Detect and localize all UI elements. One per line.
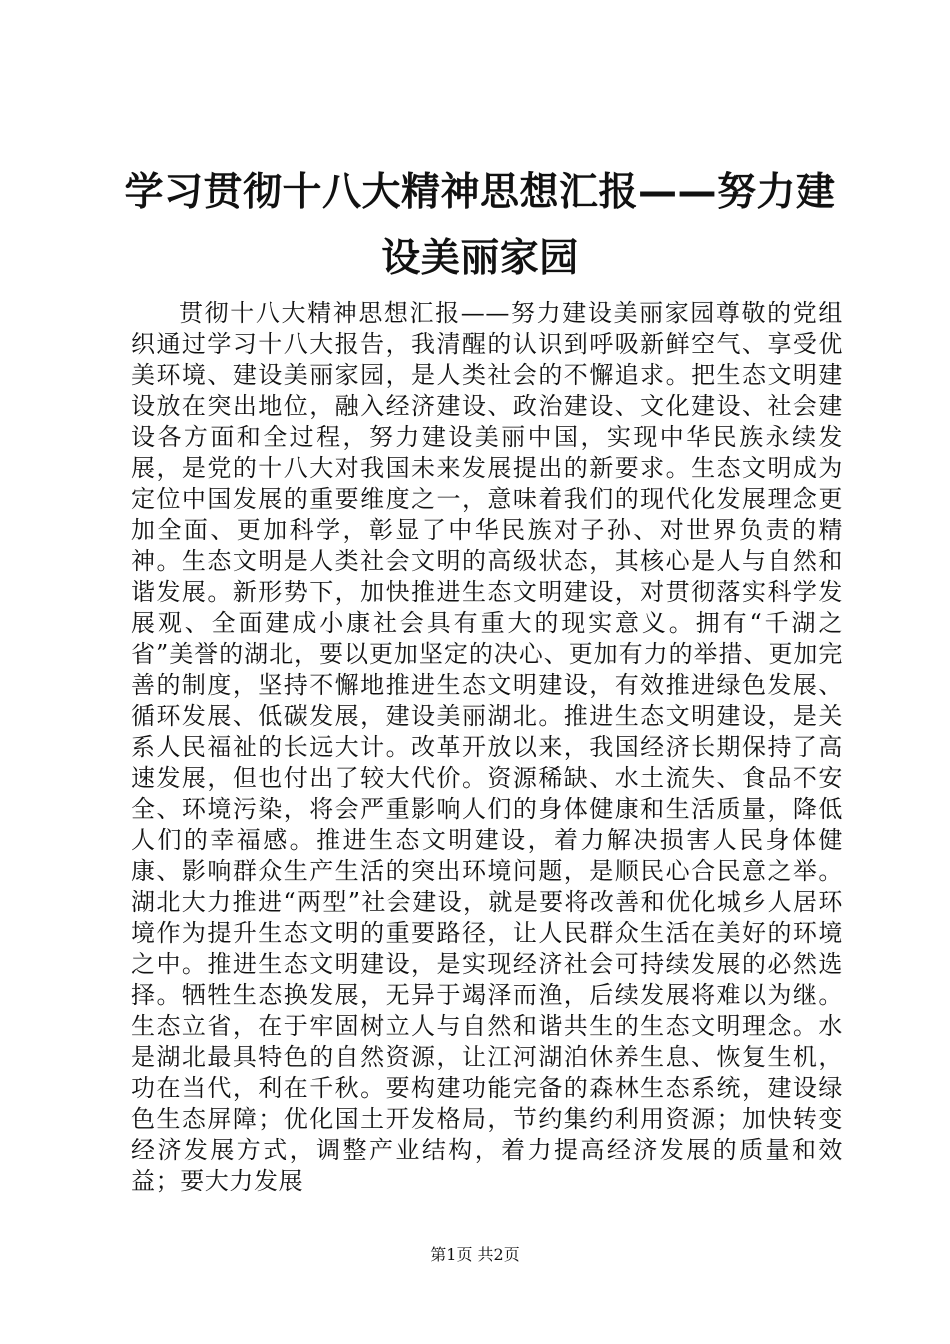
body-paragraph: 贯彻十八大精神思想汇报——努力建设美丽家园尊敬的党组织通过学习十八大报告，我清醒的认识到呼吸新鲜空气、享受优美环境、建设美丽家园，是人类社会的不懈追求。把生态文明建设放在突出地位，融入经济建设、政治建设、文化建设、社会建设各方面和全过程，努力建设美丽中国，实现中华民族永续发展，是党的十八大对我国未来发展提出的新要求。生态文明成为定位中国发展的重要维度之一，意味着我们的现代化发展理念更加全面、更加科学，彰显了中华民族对子孙、对世界负责的精神。生态文明是人类社会文明的高级状态，其核心是人与自然和谐发展。新形势下，加快推进生态文明建设，对贯彻落实科学发展观、全面建成小康社会具有重大的现实意义。拥有“千湖之省”美誉的湖北，要以更加坚定的决心、更加有力的举措、更加完善的制度，坚持不懈地推进生态文明建设，有效推进绿色发展、循环发展、低碳发展，建设美丽湖北。推进生态文明建设，是关系人民福祉的长远大计。改革开放以来，我国经济长期保持了高速发展，但也付出了较大代价。资源稀缺、水土流失、食品不安全、环境污染，将会严重影响人们的身体健康和生活质量，降低人们的幸福感。推进生态文明建设，着力解决损害人民身体健康、影响群众生产生活的突出环境问题，是顺民心合民意之举。湖北大力推进“两型”社会建设，就是要将改善和优化城乡人居环境作为提升生态文明的重要路径，让人民群众生活在美好的环境之中。推进生态文明建设，是实现经济社会可持续发展的必然选择。牺牲生态换发展，无异于竭泽而渔，后续发展将难以为继。生态立省，在于牢固树立人与自然和谐共生的生态文明理念。水是湖北最具特色的自然资源，让江河湖泊休养生息、恢复生机，功在当代，利在千秋。要构建功能完备的森林生态系统，建设绿色生态屏障；优化国土开发格局，节约集约利用资源；加快转变经济发展方式，调整产业结构，着力提高经济发展的质量和效益；要大力发展 — [131, 299, 843, 1195]
page-number-footer: 第1页 共2页 — [430, 1245, 520, 1264]
document-title: 学习贯彻十八大精神思想汇报——努力建设美丽家园 — [124, 170, 836, 281]
